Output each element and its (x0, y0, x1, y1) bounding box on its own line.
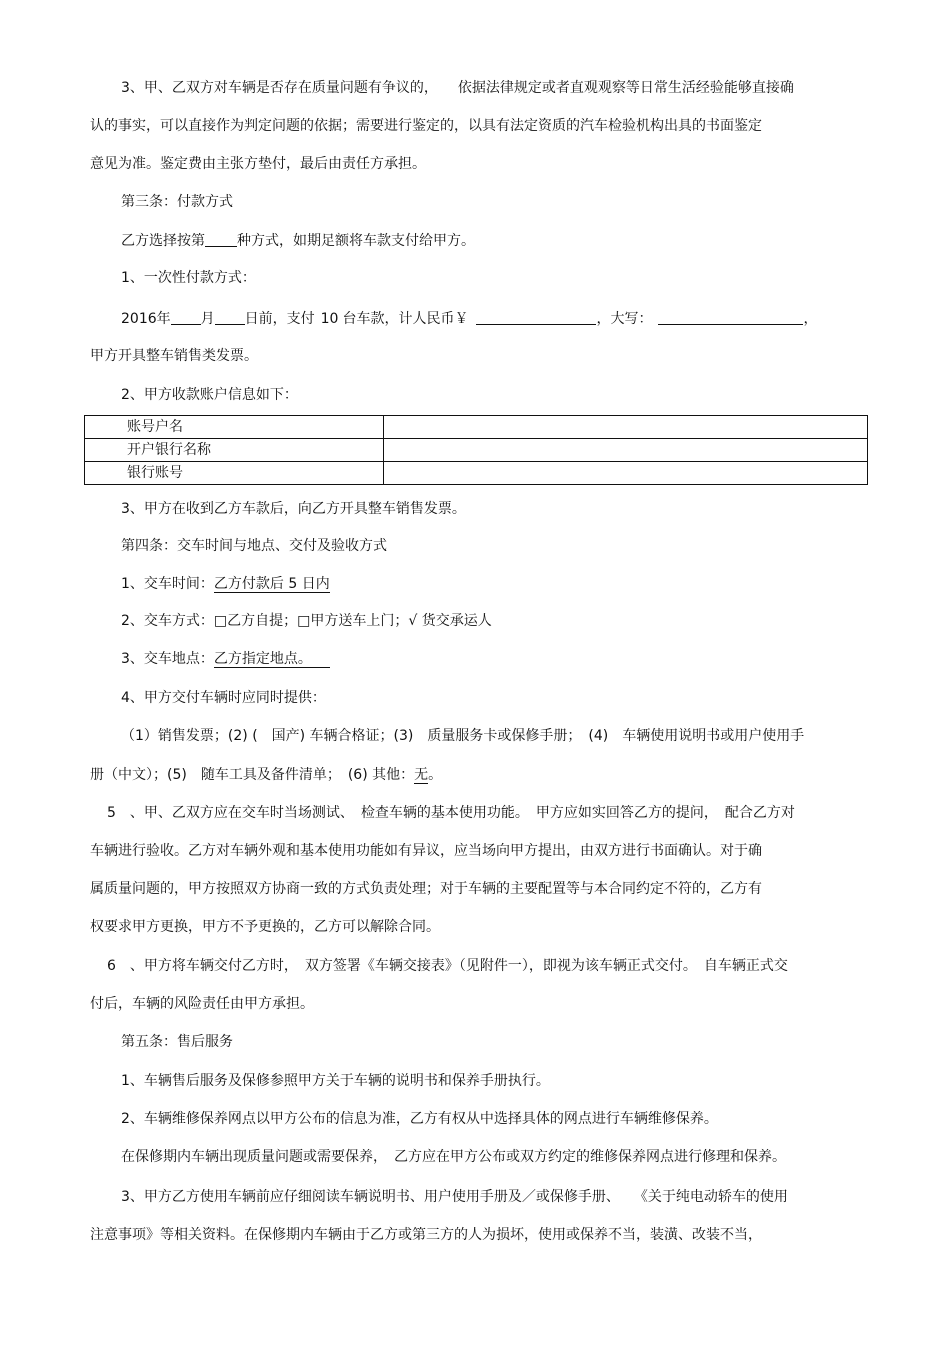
delivery-time-value: 乙方付款后 5 日内 (213, 576, 330, 592)
service-1: 1、车辆售后服务及保修参照甲方关于车辆的说明书和保养手册执行。 (121, 1073, 550, 1089)
text: 日前，支付 (244, 311, 315, 327)
delivery-place (0, 648, 950, 670)
article-5-title: 第五条：售后服务 (121, 1034, 233, 1050)
text: 册（中文）；(5) 随车工具及备件清单； (6) 其他： (90, 767, 415, 783)
bank-name-label: 开户银行名称 (85, 439, 384, 462)
payment-2-title: 2、甲方收款账户信息如下： (121, 387, 298, 403)
clause-5-line-2: 车辆进行验收。乙方对车辆外观和基本使用功能如有异议，应当场向甲方提出，由双方进行书面确认。对于确 (90, 843, 762, 859)
delivery-docs-title: 4、甲方交付车辆时应同时提供： (121, 690, 326, 706)
month-blank[interactable] (171, 307, 201, 325)
option-door-delivery[interactable]: □甲方送车上门； (297, 613, 409, 629)
text: 3、甲、乙双方对车辆是否存在质量问题有争议的， (121, 80, 438, 96)
amount-blank[interactable] (476, 307, 596, 325)
delivery-docs-line-1: （1）销售发票；(2) ( 国产) 车辆合格证；(3) 质量服务卡或保修手册； (4) 车辆使用说明书或用户使用手 (121, 728, 805, 744)
text: 3、交车地点： (121, 651, 214, 667)
option-carrier[interactable]: √ 货交承运人 (408, 613, 492, 629)
clause-5-line-1: 5 、甲、乙双方应在交车时当场测试、 检查车辆的基本使用功能。 甲方应如实回答乙方的提问， 配合乙方对 (107, 805, 795, 821)
article-3-title: 第三条：付款方式 (121, 194, 233, 210)
text: 10 (320, 311, 339, 327)
option-self-pickup[interactable]: □乙方自提； (213, 613, 298, 629)
clause-3-line-1 (0, 77, 950, 99)
account-table (84, 415, 868, 485)
text: 依据法律规定或者直观观察等日常生活经验能够直接确 (457, 80, 794, 96)
text: 。 (428, 767, 443, 783)
payment-3: 3、甲方在收到乙方车款后，向乙方开具整车销售发票。 (121, 501, 466, 517)
service-2: 2、车辆维修保养网点以甲方公布的信息为准，乙方有权从中选择具体的网点进行车辆维修保养。 (121, 1111, 718, 1127)
delivery-method (0, 610, 950, 632)
article-4-title: 第四条：交车时间与地点、交付及验收方式 (121, 538, 387, 554)
table-row (85, 462, 868, 485)
text: 种方式，如期足额将车款支付给甲方。 (237, 233, 475, 249)
delivery-place-value: 乙方指定地点。 (214, 651, 330, 668)
table-row (85, 416, 868, 439)
account-number-label: 银行账号 (85, 462, 384, 485)
delivery-time (0, 573, 950, 595)
service-3-line-1: 3、甲方乙方使用车辆前应仔细阅读车辆说明书、用户使用手册及／或保修手册、 《关于纯电动轿车的使用 (121, 1189, 788, 1205)
clause-6-line-1: 6 、甲方将车辆交付乙方时， 双方签署《车辆交接表》（见附件一），即视为该车辆正式交付。 自车辆正式交 (107, 958, 788, 974)
text: 2、交车方式： (121, 613, 214, 629)
bank-name-value[interactable] (384, 439, 868, 462)
payment-1-invoice: 甲方开具整车销售类发票。 (90, 348, 258, 364)
account-number-value[interactable] (384, 462, 868, 485)
service-3-line-2: 注意事项》等相关资料。在保修期内车辆由于乙方或第三方的人为损坏，使用或保养不当，装潢、改装不当， (90, 1227, 762, 1243)
table-row (85, 439, 868, 462)
service-2b: 在保修期内车辆出现质量问题或需要保养， 乙方应在甲方公布或双方约定的维修保养网点进行修理和保养。 (121, 1149, 786, 1165)
text: 乙方选择按第 (121, 233, 205, 249)
account-name-label: 账号户名 (85, 416, 384, 439)
blank-field[interactable] (205, 229, 237, 247)
other-value: 无 (414, 767, 429, 783)
text: 1、交车时间： (121, 576, 214, 592)
day-blank[interactable] (215, 307, 245, 325)
clause-6-line-2: 付后，车辆的风险责任由甲方承担。 (90, 996, 314, 1012)
payment-choice (0, 229, 950, 251)
text: ， (803, 311, 818, 327)
amount-upper-blank[interactable] (658, 307, 803, 325)
clause-3-line-3: 意见为准。鉴定费由主张方垫付，最后由责任方承担。 (90, 156, 426, 172)
delivery-docs-line-2 (0, 764, 950, 786)
clause-3-line-2: 认的事实，可以直接作为判定问题的依据；需要进行鉴定的，以具有法定资质的汽车检验机构出具的书面鉴定 (90, 118, 762, 134)
payment-1-detail (0, 307, 950, 329)
clause-5-line-3: 属质量问题的，甲方按照双方协商一致的方式负责处理；对于车辆的主要配置等与本合同约定不符的，乙方有 (90, 881, 762, 897)
text: 台车款，计人民币￥ (342, 311, 469, 327)
clause-5-line-4: 权要求甲方更换，甲方不予更换的，乙方可以解除合同。 (90, 919, 440, 935)
text: 月 (200, 311, 215, 327)
text: 2016年 (121, 311, 171, 327)
account-name-value[interactable] (384, 416, 868, 439)
text: ，大写： (596, 311, 653, 327)
payment-1-title: 1、一次性付款方式： (121, 270, 256, 286)
